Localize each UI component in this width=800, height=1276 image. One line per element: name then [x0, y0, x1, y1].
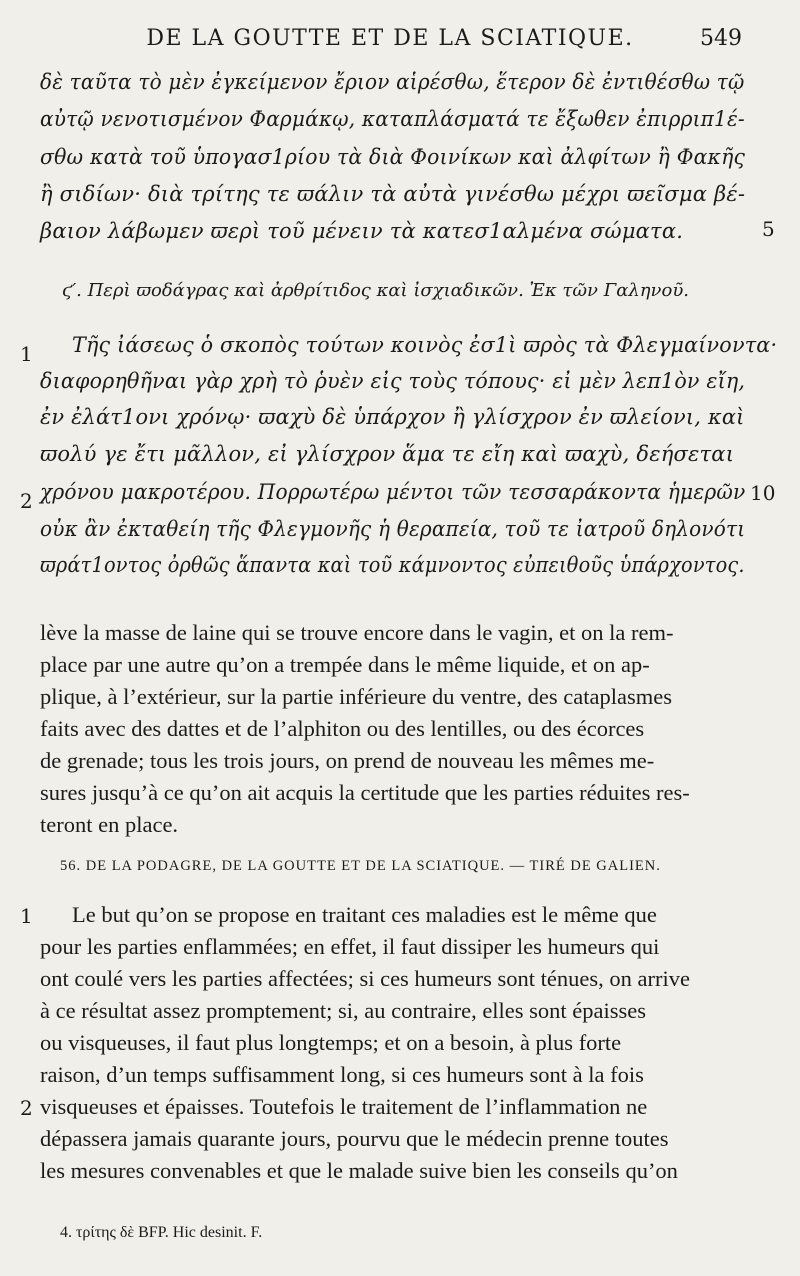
text-line: οὐκ ἂν ἐκταθείη τῆς Φλεγμονῆς ἡ θεραπεία, τοῦ τε ἰατροῦ δηλονότι [40, 517, 746, 541]
margin-paragraph-number: 2 [20, 489, 33, 513]
text-line: ϖράτ1οντος ὀρθῶς ἅπαντα καὶ τοῦ κάμνοντος εὐπειθοῦς ὑπάρχοντος. [40, 553, 745, 577]
margin-paragraph-number: 1 [20, 342, 33, 366]
french-section-heading: 56. DE LA PODAGRE, DE LA GOUTTE ET DE LA SCIATIQUE. — TIRÉ DE GALIEN. [60, 858, 661, 874]
text-line: Le but qu’on se propose en traitant ces maladies est le même que [72, 902, 657, 927]
greek-section-heading: ϛ′. Περὶ ϖοδάγρας καὶ ἀρθρίτιδος καὶ ἰσχιαδικῶν. Ἐκ τῶν Γαληνοῦ. [62, 280, 690, 301]
text-line: plique, à l’extérieur, sur la partie inférieure du ventre, des cataplasmes [40, 684, 672, 709]
text-line: ἢ σιδίων· διὰ τρίτης τε ϖάλιν τὰ αὐτὰ γινέσθω μέχρι ϖεῖσμα βέ- [40, 182, 746, 206]
page-number: 549 [700, 26, 742, 51]
running-title: DE LA GOUTTE ET DE LA SCIATIQUE. [146, 26, 634, 51]
text-line: διαφορηθῆναι γὰρ χρὴ τὸ ῥυὲν εἰς τοὺς τόπους· εἰ μὲν λεπ1ὸν εἴη, [40, 369, 746, 393]
text-line: pour les parties enflammées; en effet, il faut dissiper les humeurs qui [40, 934, 660, 959]
text-line: sures jusqu’à ce qu’on ait acquis la certitude que les parties réduites res- [40, 780, 690, 805]
text-line: ou visqueuses, il faut plus longtemps; et on a besoin, à plus forte [40, 1030, 622, 1055]
text-line: visqueuses et épaisses. Toutefois le traitement de l’inflammation ne [40, 1094, 648, 1119]
text-line: ont coulé vers les parties affectées; si ces humeurs sont ténues, on arrive [40, 966, 690, 991]
margin-line-number: 5 [762, 217, 775, 241]
text-line: σθω κατὰ τοῦ ὑπογασ1ρίου τὰ διὰ Φοινίκων καὶ ἀλφίτων ἢ Φακῆς [40, 145, 746, 169]
text-line: Τῆς ἰάσεως ὁ σκοπὸς τούτων κοινὸς ἐσ1ὶ ϖρὸς τὰ Φλεγμαίνοντα· [72, 333, 778, 357]
text-line: teront en place. [40, 812, 179, 837]
text-line: αὐτῷ νενοτισμένον Φαρμάκῳ, καταπλάσματά τε ἔξωθεν ἐπιρριπ1έ- [40, 107, 745, 131]
margin-line-number: 10 [750, 481, 776, 505]
text-line: à ce résultat assez promptement; si, au contraire, elles sont épaisses [40, 998, 647, 1023]
text-line: de grenade; tous les trois jours, on prend de nouveau les mêmes me- [40, 748, 655, 773]
text-line: place par une autre qu’on a trempée dans le même liquide, et on ap- [40, 652, 650, 677]
margin-paragraph-number: 2 [20, 1096, 33, 1120]
text-line: ἐν ἐλάτ1ονι χρόνῳ· ϖαχὺ δὲ ὑπάρχον ἢ γλίσχρον ἐν ϖλείονι, καὶ [40, 405, 745, 429]
text-line: lève la masse de laine qui se trouve encore dans le vagin, et on la rem- [40, 620, 674, 645]
text-line: ϖολύ γε ἔτι μᾶλλον, εἰ γλίσχρον ἅμα τε εἴη καὶ ϖαχὺ, δεήσεται [40, 442, 735, 466]
text-line: χρόνου μακροτέρου. Πορρωτέρω μέντοι τῶν τεσσαράκοντα ἡμερῶν [40, 480, 746, 504]
text-line: les mesures convenables et que le malade suive bien les conseils qu’on [40, 1158, 678, 1183]
text-line: raison, d’un temps suffisamment long, si ces humeurs sont à la fois [40, 1062, 644, 1087]
footnote: 4. τρίτης δὲ BFP. Hic desinit. F. [60, 1224, 263, 1241]
margin-paragraph-number: 1 [20, 904, 33, 928]
text-line: βαιον λάβωμεν ϖερὶ τοῦ μένειν τὰ κατεσ1αλμένα σώματα. [40, 219, 684, 243]
text-line: δὲ ταῦτα τὸ μὲν ἐγκείμενον ἔριον αἱρέσθω, ἕτερον δὲ ἐντιθέσθω τῷ [40, 70, 745, 94]
text-line: dépassera jamais quarante jours, pourvu que le médecin prenne toutes [40, 1126, 669, 1151]
text-line: faits avec des dattes et de l’alphiton ou des lentilles, ou des écorces [40, 716, 645, 741]
